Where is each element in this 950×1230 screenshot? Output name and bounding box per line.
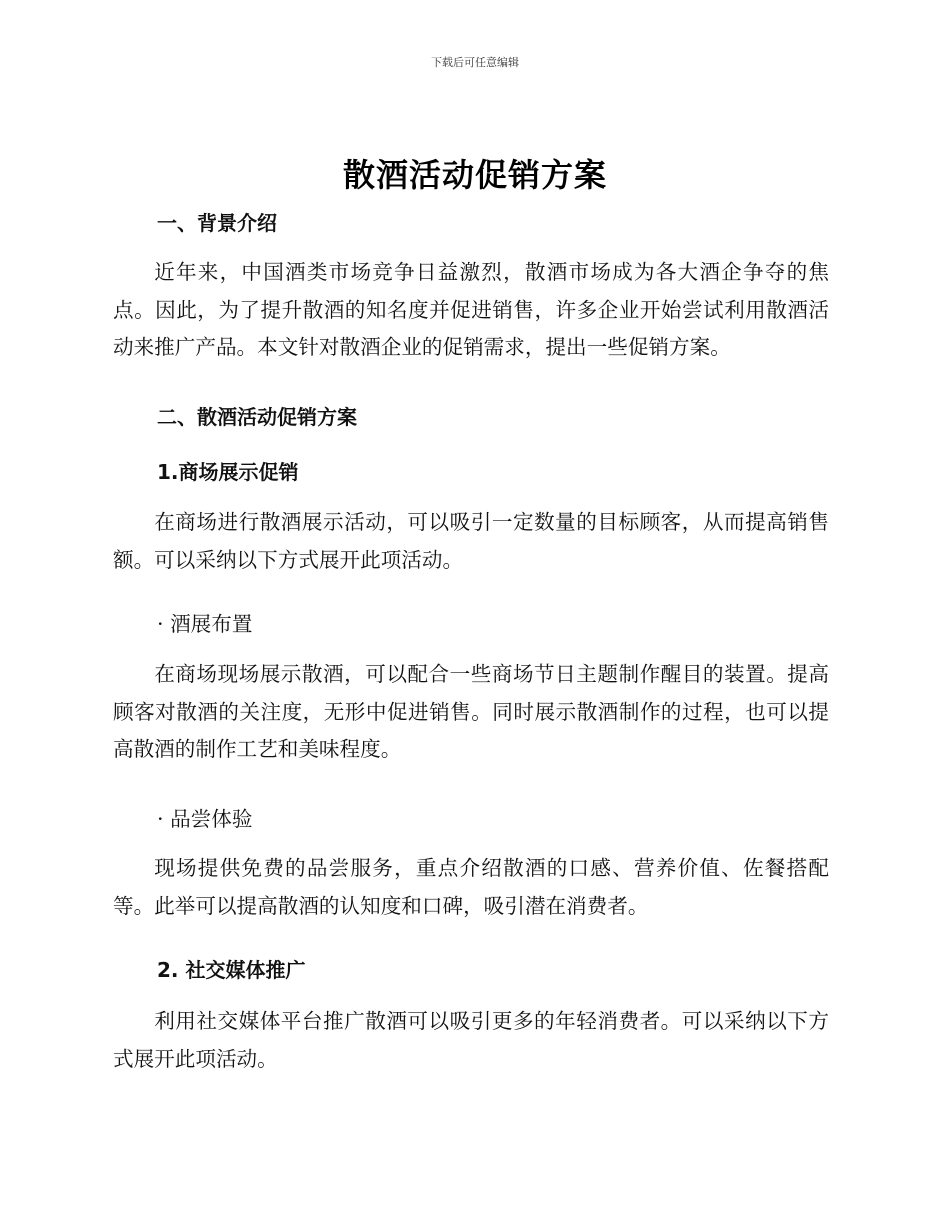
paragraph-mall: 在商场进行散酒展示活动，可以吸引一定数量的目标顾客，从而提高销售额。可以采纳以下方式展开此项活动。 (113, 510, 829, 572)
section-heading-plan: 二、散酒活动促销方案 (157, 405, 357, 429)
header-note: 下载后可任意编辑 (431, 56, 519, 69)
paragraph-display: 在商场现场展示散酒，可以配合一些商场节日主题制作醒目的装置。提高顾客对散酒的关注度，无形中促进销售。同时展示散酒制作的过程，也可以提高散酒的制作工艺和美味程度。 (113, 662, 829, 761)
paragraph-background: 近年来，中国酒类市场竞争日益激烈，散酒市场成为各大酒企争夺的焦点。因此，为了提升散酒的知名度并促进销售，许多企业开始尝试利用散酒活动来推广产品。本文针对散酒企业的促销需求，提出一些促销方案。 (113, 260, 829, 359)
paragraph-tasting: 现场提供免费的品尝服务，重点介绍散酒的口感、营养价值、佐餐搭配等。此举可以提高散酒的认知度和口碑，吸引潜在消费者。 (113, 856, 829, 918)
subsection-heading-social: 2. 社交媒体推广 (157, 958, 306, 982)
section-heading-background: 一、背景介绍 (157, 211, 277, 235)
bullet-tasting: · 品尝体验 (157, 807, 253, 831)
page-title: 散酒活动促销方案 (342, 156, 607, 194)
bullet-display: · 酒展布置 (157, 612, 253, 636)
subsection-heading-mall: 1.商场展示促销 (157, 460, 299, 484)
paragraph-social: 利用社交媒体平台推广散酒可以吸引更多的年轻消费者。可以采纳以下方式展开此项活动。 (113, 1009, 829, 1071)
